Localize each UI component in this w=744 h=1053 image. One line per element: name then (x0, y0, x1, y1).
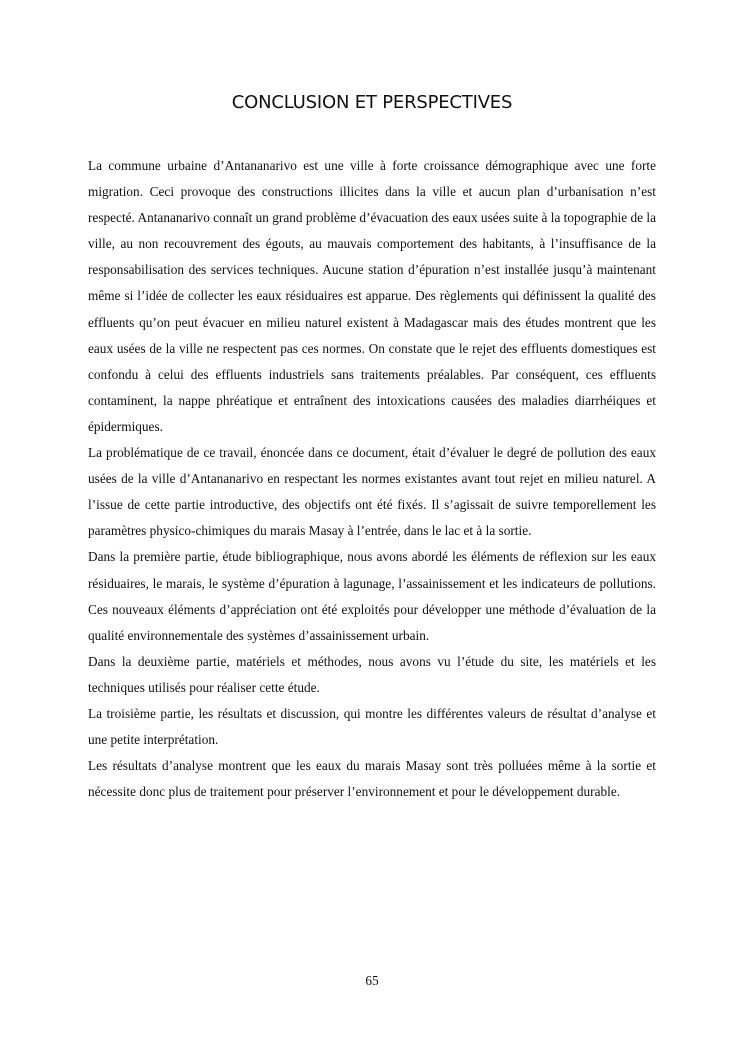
page-number: 65 (365, 973, 379, 988)
paragraph-part-three: La troisième partie, les résultats et discussion, qui montre les différentes valeurs de résultat d’analyse et une petite interprétation. (88, 705, 656, 748)
page-title: CONCLUSION ET PERSPECTIVES (231, 92, 513, 113)
body-text (88, 153, 656, 805)
paragraph-context: La commune urbaine d’Antananarivo est une ville à forte croissance démographique avec une forte migration. Ceci provoque des constructions illicites dans la ville et aucun plan d’urbanisation n’est respecté. Antananarivo connaît un grand problème d’évacuation des eaux usées suite à la topographie de la ville, au non recouvrement des égouts, au mauvais comportement des habitants, à l’insuffisance de la responsabilisation des services techniques. Aucune station d’épuration n’est installée jusqu’à maintenant même si l’idée de collecter les eaux résiduaires est apparue. Des règlements qui définissent la qualité des effluents qu’on peut évacuer en milieu naturel existent à Madagascar mais des études montrent que les eaux usées de la ville ne respectent pas ces normes. On constate que le rejet des effluents domestiques est confondu à celui des effluents industriels sans traitements préalables. Par conséquent, ces effluents contaminent, la nappe phréatique et entraînent des intoxications causées des maladies diarrhéiques et épidermiques. (88, 158, 656, 434)
paragraph-results: Les résultats d’analyse montrent que les eaux du marais Masay sont très polluées même à la sortie et nécessite donc plus de traitement pour préserver l’environnement et pour le développement durable. (88, 758, 656, 800)
paragraph-problem-statement: La problématique de ce travail, énoncée dans ce document, était d’évaluer le degré de pollution des eaux usées de la ville d’Antananarivo en respectant les normes existantes avant tout rejet en milieu naturel. A l’issue de cette partie introductive, des objectifs ont été fixés. Il s’agissait de suivre temporellement les paramètres physico-chimiques du marais Masay à l’entrée, dans le lac et à la sortie. (88, 445, 656, 539)
paragraph-part-one: Dans la première partie, étude bibliographique, nous avons abordé les éléments de réflexion sur les eaux résiduaires, le marais, le système d’épuration à lagunage, l’assainissement et les indicateurs de pollutions. Ces nouveaux éléments d’appréciation ont été exploités pour développer une méthode d’évaluation de la qualité environnementale des systèmes d’assainissement urbain. (88, 549, 656, 643)
paragraph-part-two: Dans la deuxième partie, matériels et méthodes, nous avons vu l’étude du site, les matériels et les techniques utilisés pour réaliser cette étude. (88, 653, 656, 695)
